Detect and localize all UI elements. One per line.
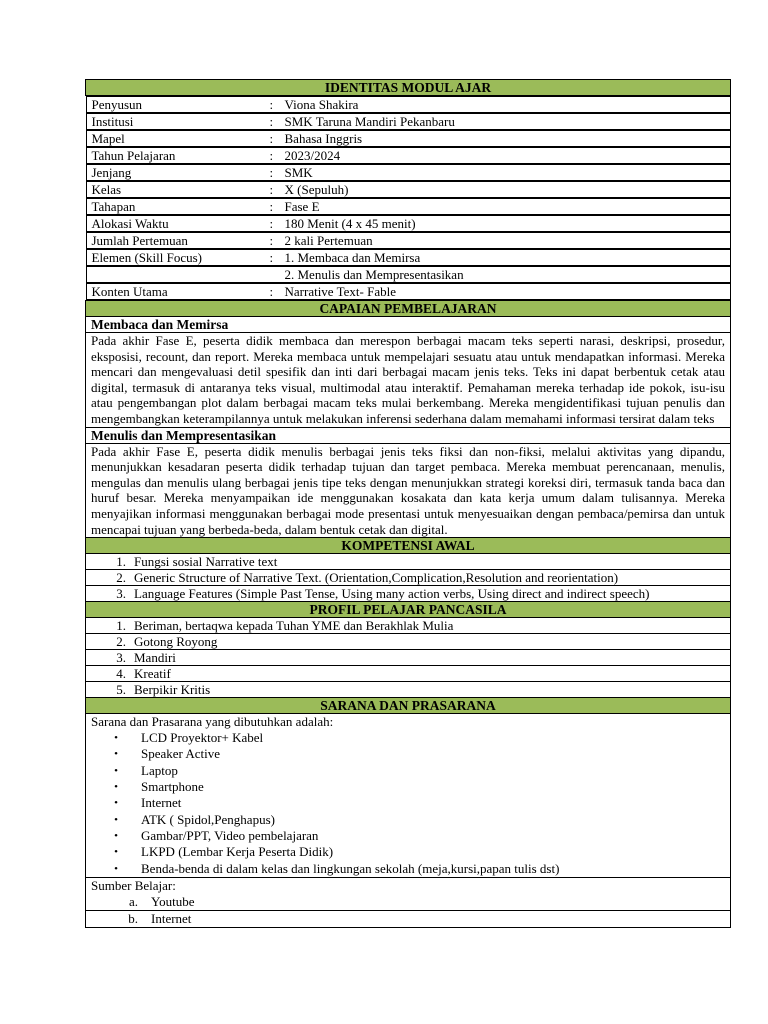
identitas-label: Penyusun: [91, 97, 143, 112]
list-item: [91, 634, 725, 649]
identitas-label: Jenjang: [91, 165, 132, 180]
list-item: [91, 666, 725, 681]
membaca-text: Pada akhir Fase E, peserta didik membaca dan merespon berbagai macam teks seperti narasi, deskripsi, prosedur, eksposisi, recount, dan report. Mereka membaca untuk mempelajari sesuatu atau untuk mendapatkan informasi. Mereka mencari dan mengevaluasi detil spesifik dan inti dari berbagai macam jenis teks. Teks ini dapat berbentuk cetak atau digital, termasuk di antaranya teks visual, multimodal atau interaktif. Pemahaman mereka terhadap ide pokok, isu-isu atau pengembangan plot dalam berbagai macam teks mulai berkembang. Mereka mengidentifikasi tujuan penulis dan mengembangkan keterampilannya untuk melakukan inferensi sederhana dalam memahami informasi tersirat dalam teks: [86, 333, 731, 428]
list-text: Benda-benda di dalam kelas dan lingkungan sekolah (meja,kursi,papan tulis dst): [141, 860, 560, 876]
identitas-label: Mapel: [91, 131, 125, 146]
list-item: [91, 812, 725, 828]
colon: :: [269, 199, 274, 214]
kompetensi-cell: [86, 586, 731, 602]
list-text: Speaker Active: [141, 746, 221, 762]
list-item: [91, 618, 725, 633]
sumber-title: Sumber Belajar:: [91, 877, 176, 893]
sarana-row: [86, 714, 731, 878]
profil-cell: [86, 666, 731, 682]
bullet-icon: •: [114, 846, 118, 859]
sarana-header-row: [86, 698, 731, 714]
identitas-value: SMK Taruna Mandiri Pekanbaru: [284, 114, 455, 129]
list-letter: a.: [128, 893, 138, 909]
identitas-row: [86, 283, 731, 301]
colon: :: [269, 284, 274, 299]
list-text: Generic Structure of Narrative Text. (Orientation,Complication,Resolution and reorientation): [134, 570, 619, 586]
list-text: Language Features (Simple Past Tense, Using many action verbs, Using direct and indirect speech): [134, 586, 650, 602]
identitas-cell: [86, 147, 731, 164]
identitas-value: X (Sepuluh): [284, 182, 349, 197]
bullet-icon: •: [114, 764, 118, 777]
kompetensi-header-row: [86, 538, 731, 554]
list-item: [91, 763, 725, 779]
identitas-row: [86, 249, 731, 266]
identitas-label: Institusi: [91, 114, 134, 129]
identitas-header-row: [86, 80, 731, 96]
identitas-value: Fase E: [284, 199, 320, 214]
identitas-row: [86, 198, 731, 215]
colon-blank: [270, 267, 285, 282]
identitas-title: IDENTITAS MODUL AJAR: [86, 80, 731, 96]
list-text: Kreatif: [134, 666, 171, 682]
profil-header-row: [86, 602, 731, 618]
identitas-label: Tahun Pelajaran: [91, 148, 176, 163]
sumber-row: [86, 910, 731, 927]
identitas-row: [86, 113, 731, 130]
identitas-value: 1. Membaca dan Memirsa: [284, 250, 421, 265]
list-item: [91, 586, 725, 601]
identitas-cell: [86, 96, 731, 113]
profil-cell: [86, 618, 731, 634]
menulis-header-row: [86, 427, 731, 443]
identitas-value: Viona Shakira: [284, 97, 359, 112]
identitas-label: [92, 267, 270, 282]
identitas-cell: [86, 113, 731, 130]
list-item: [91, 554, 725, 569]
profil-row: [86, 682, 731, 698]
list-text: Internet: [151, 910, 192, 926]
identitas-cell: [86, 249, 731, 266]
profil-row: [86, 618, 731, 634]
list-text: LCD Proyektor+ Kabel: [141, 730, 264, 746]
membaca-title: Membaca dan Memirsa: [86, 317, 731, 333]
identitas-cell: [86, 232, 731, 249]
identitas-cell: [86, 198, 731, 215]
identitas-cell: [86, 283, 731, 300]
profil-title: PROFIL PELAJAR PANCASILA: [86, 602, 731, 618]
bullet-icon: •: [114, 862, 118, 875]
colon: :: [269, 148, 274, 163]
kompetensi-row: [86, 570, 731, 586]
list-item: [91, 911, 725, 927]
bullet-icon: •: [114, 813, 118, 826]
kompetensi-cell: [86, 570, 731, 586]
identitas-value: 2. Menulis dan Mempresentasikan: [284, 267, 464, 282]
identitas-row: [86, 147, 731, 164]
profil-row: [86, 666, 731, 682]
list-number: 5.: [116, 682, 126, 698]
colon: :: [269, 165, 274, 180]
identitas-value: 2023/2024: [284, 148, 341, 163]
list-text: Gambar/PPT, Video pembelajaran: [141, 827, 319, 843]
list-number: 1.: [116, 618, 126, 634]
list-letter: b.: [128, 910, 138, 926]
kompetensi-title: KOMPETENSI AWAL: [86, 538, 731, 554]
list-text: Gotong Royong: [134, 634, 218, 650]
colon: :: [269, 250, 274, 265]
list-item: [91, 861, 725, 877]
identitas-value: Bahasa Inggris: [284, 131, 363, 146]
identitas-row: [86, 232, 731, 249]
menulis-text: Pada akhir Fase E, peserta didik menulis berbagai jenis teks fiksi dan non-fiksi, melalui aktivitas yang dipandu, menunjukkan kesadaran peserta didik terhadap tujuan dan target pembaca. Mereka membuat perencanaan, menulis, mengulas dan menulis ulang berbagai jenis tipe teks dengan menunjukkan strategi koreksi diri, termasuk tanda baca dan huruf besar. Mereka menyampaikan ide menggunakan kosakata dan kata kerja umum dalam tulisannya. Mereka menyajikan informasi menggunakan berbagai mode presentasi untuk menyesuaikan dengan pembaca/pemirsa dan untuk mencapai tujuan yang berbeda-beda, dalam bentuk cetak dan digital.: [86, 443, 731, 538]
identitas-row: [86, 181, 731, 198]
list-text: Beriman, bertaqwa kepada Tuhan YME dan Berakhlak Mulia: [134, 618, 454, 634]
identitas-row: [86, 130, 731, 147]
sumber-row: [86, 877, 731, 910]
profil-row: [86, 634, 731, 650]
modul-ajar-table: [85, 79, 731, 928]
identitas-label: Elemen (Skill Focus): [91, 250, 202, 265]
list-text: Smartphone: [141, 779, 204, 795]
list-item: [91, 570, 725, 585]
sarana-cell: [86, 714, 731, 878]
list-item: [91, 779, 725, 795]
list-item: [91, 828, 725, 844]
identitas-label: Konten Utama: [91, 284, 168, 299]
membaca-header-row: [86, 317, 731, 333]
identitas-value: 180 Menit (4 x 45 menit): [284, 216, 416, 231]
identitas-label: Tahapan: [91, 199, 136, 214]
identitas-row: [86, 215, 731, 232]
list-text: LKPD (Lembar Kerja Peserta Didik): [141, 844, 334, 860]
list-item: [91, 844, 725, 860]
identitas-row: [86, 96, 731, 114]
kompetensi-row: [86, 586, 731, 602]
profil-cell: [86, 682, 731, 698]
list-number: 2.: [116, 634, 126, 650]
list-text: Berpikir Kritis: [134, 682, 211, 698]
bullet-icon: •: [114, 748, 118, 761]
list-item: [91, 795, 725, 811]
bullet-icon: •: [114, 732, 118, 745]
identitas-cell: [86, 181, 731, 198]
identitas-label: Alokasi Waktu: [91, 216, 169, 231]
bullet-icon: •: [114, 781, 118, 794]
identitas-label: Kelas: [91, 182, 122, 197]
list-text: ATK ( Spidol,Penghapus): [141, 811, 275, 827]
list-text: Laptop: [141, 762, 178, 778]
colon: :: [269, 233, 274, 248]
list-item: [91, 650, 725, 665]
bullet-icon: •: [114, 829, 118, 842]
menulis-title: Menulis dan Mempresentasikan: [86, 427, 731, 443]
identitas-value: Narrative Text- Fable: [284, 284, 396, 299]
sumber-cell: [86, 877, 731, 910]
capaian-header-row: [86, 301, 731, 317]
sumber-cell: [86, 910, 731, 927]
list-item: [91, 746, 725, 762]
kompetensi-row: [86, 554, 731, 570]
membaca-text-row: [86, 333, 731, 428]
profil-row: [86, 650, 731, 666]
list-number: 3.: [116, 650, 126, 666]
profil-cell: [86, 650, 731, 666]
sarana-intro: Sarana dan Prasarana yang dibutuhkan adalah:: [91, 714, 334, 730]
identitas-value: SMK: [284, 165, 313, 180]
identitas-cell: [86, 215, 731, 232]
list-text: Youtube: [151, 893, 195, 909]
list-text: Internet: [141, 795, 182, 811]
menulis-text-row: [86, 443, 731, 538]
identitas-cell: [86, 130, 731, 147]
colon: :: [269, 97, 274, 112]
identitas-cell: [86, 266, 731, 283]
colon: :: [269, 216, 274, 231]
list-number: 4.: [116, 666, 126, 682]
list-number: 1.: [116, 554, 126, 570]
identitas-row: [86, 266, 731, 283]
capaian-title: CAPAIAN PEMBELAJARAN: [86, 301, 731, 317]
profil-cell: [86, 634, 731, 650]
colon: :: [269, 131, 274, 146]
bullet-icon: •: [114, 797, 118, 810]
list-item: [91, 730, 725, 746]
list-item: [91, 894, 725, 910]
identitas-value: 2 kali Pertemuan: [284, 233, 373, 248]
list-number: 3.: [116, 586, 126, 602]
identitas-cell: [86, 164, 731, 181]
list-text: Mandiri: [134, 650, 176, 666]
list-text: Fungsi sosial Narrative text: [134, 554, 278, 570]
colon: :: [269, 182, 274, 197]
colon: :: [269, 114, 274, 129]
identitas-row: [86, 164, 731, 181]
list-item: [91, 682, 725, 697]
sarana-title: SARANA DAN PRASARANA: [86, 698, 731, 714]
identitas-label: Jumlah Pertemuan: [91, 233, 188, 248]
kompetensi-cell: [86, 554, 731, 570]
list-number: 2.: [116, 570, 126, 586]
